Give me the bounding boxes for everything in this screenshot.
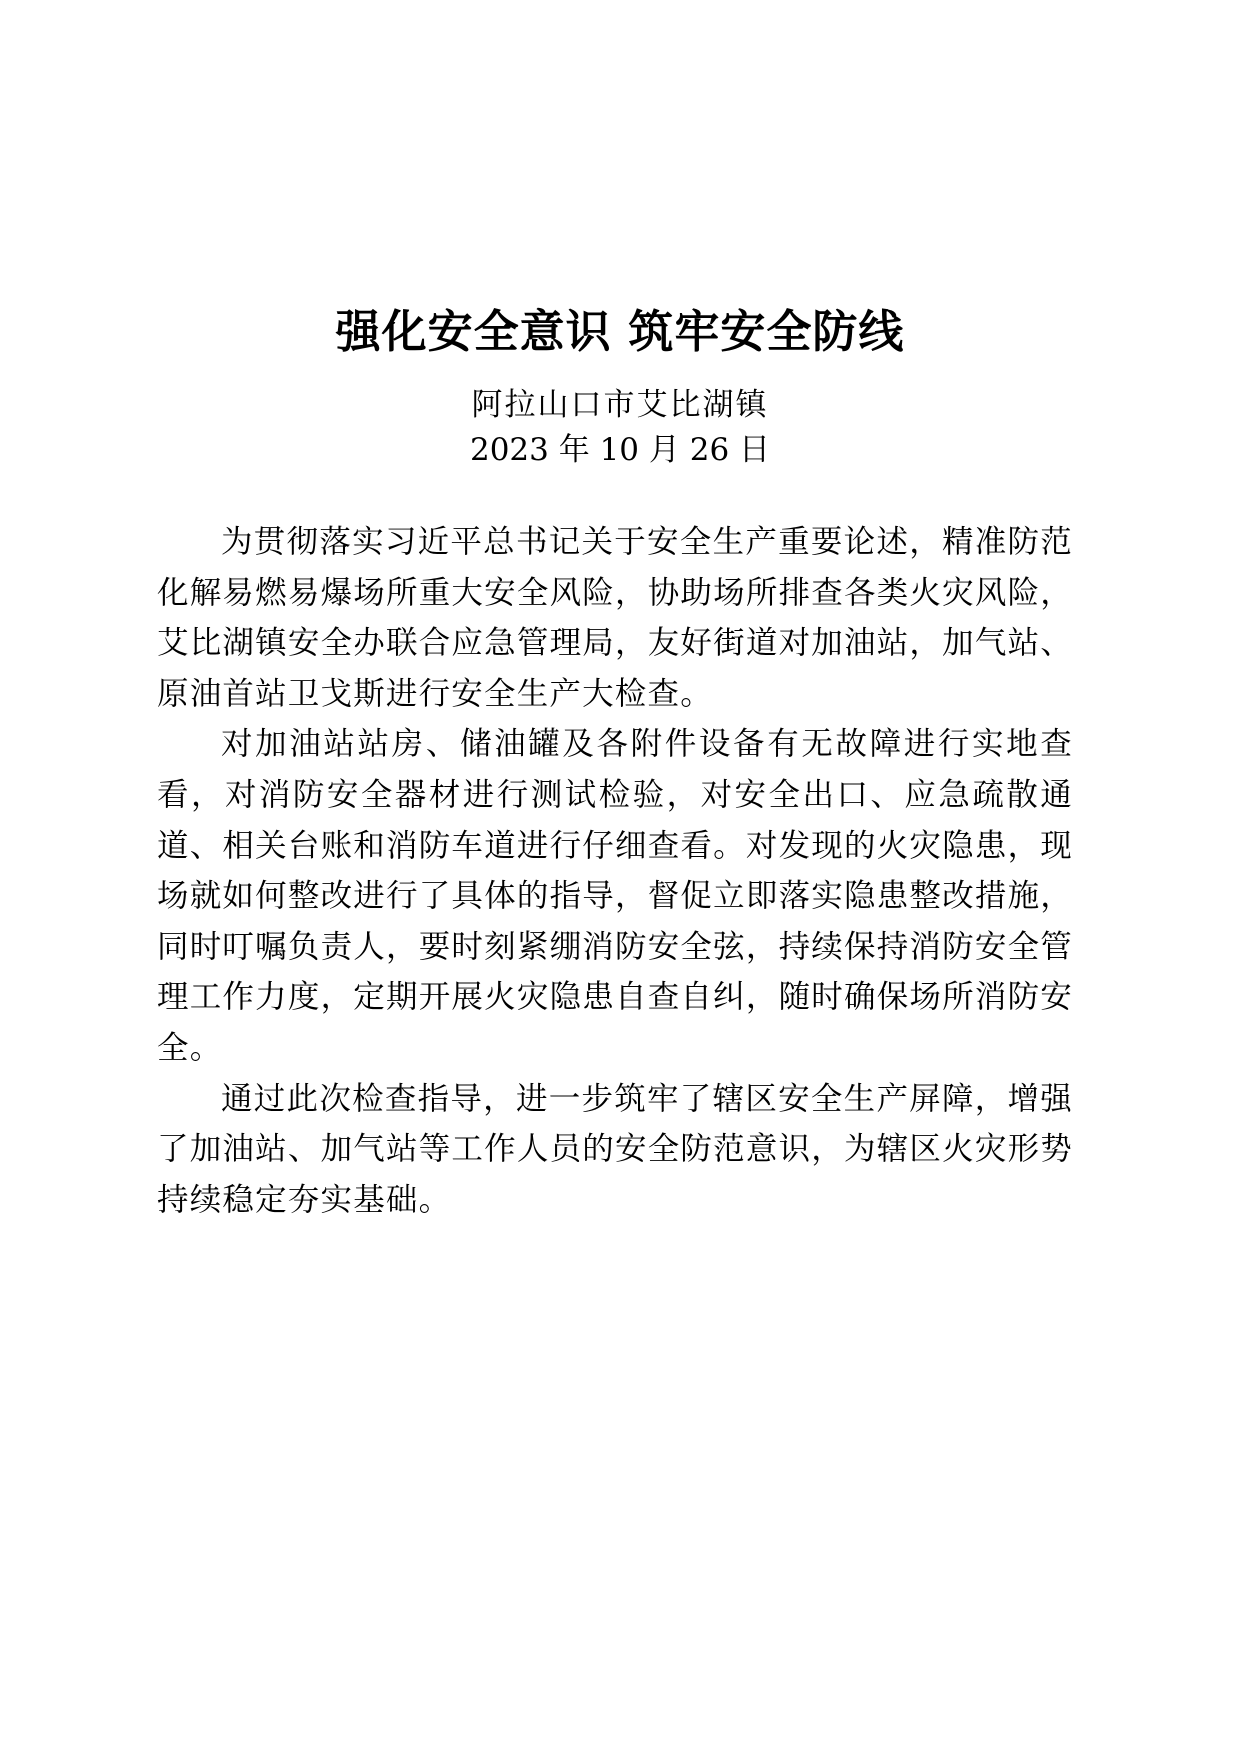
document-organization: 阿拉山口市艾比湖镇	[471, 387, 769, 423]
document-date: 2023 年 10 月 26 日	[469, 432, 771, 468]
document-title: 强化安全意识 筑牢安全防线	[335, 305, 905, 358]
paragraph-3: 通过此次检查指导，进一步筑牢了辖区安全生产屏障，增强了加油站、加气站等工作人员的安全防范意识，为辖区火灾形势持续稳定夯实基础。	[157, 1080, 1073, 1218]
paragraph-2: 对加油站站房、储油罐及各附件设备有无故障进行实地查看，对消防安全器材进行测试检验，对安全出口、应急疏散通道、相关台账和消防车道进行仔细查看。对发现的火灾隐患，现场就如何整改进行了具体的指导，督促立即落实隐患整改措施，同时叮嘱负责人，要时刻紧绷消防安全弦，持续保持消防安全管理工作力度，定期开展火灾隐患自查自纠，随时确保场所消防安全。	[157, 726, 1073, 1066]
document-body	[157, 517, 1073, 1225]
paragraph-1: 为贯彻落实习近平总书记关于安全生产重要论述，精准防范化解易燃易爆场所重大安全风险，协助场所排查各类火灾风险，艾比湖镇安全办联合应急管理局，友好街道对加油站，加气站、原油首站卫戈斯进行安全生产大检查。	[157, 524, 1073, 712]
